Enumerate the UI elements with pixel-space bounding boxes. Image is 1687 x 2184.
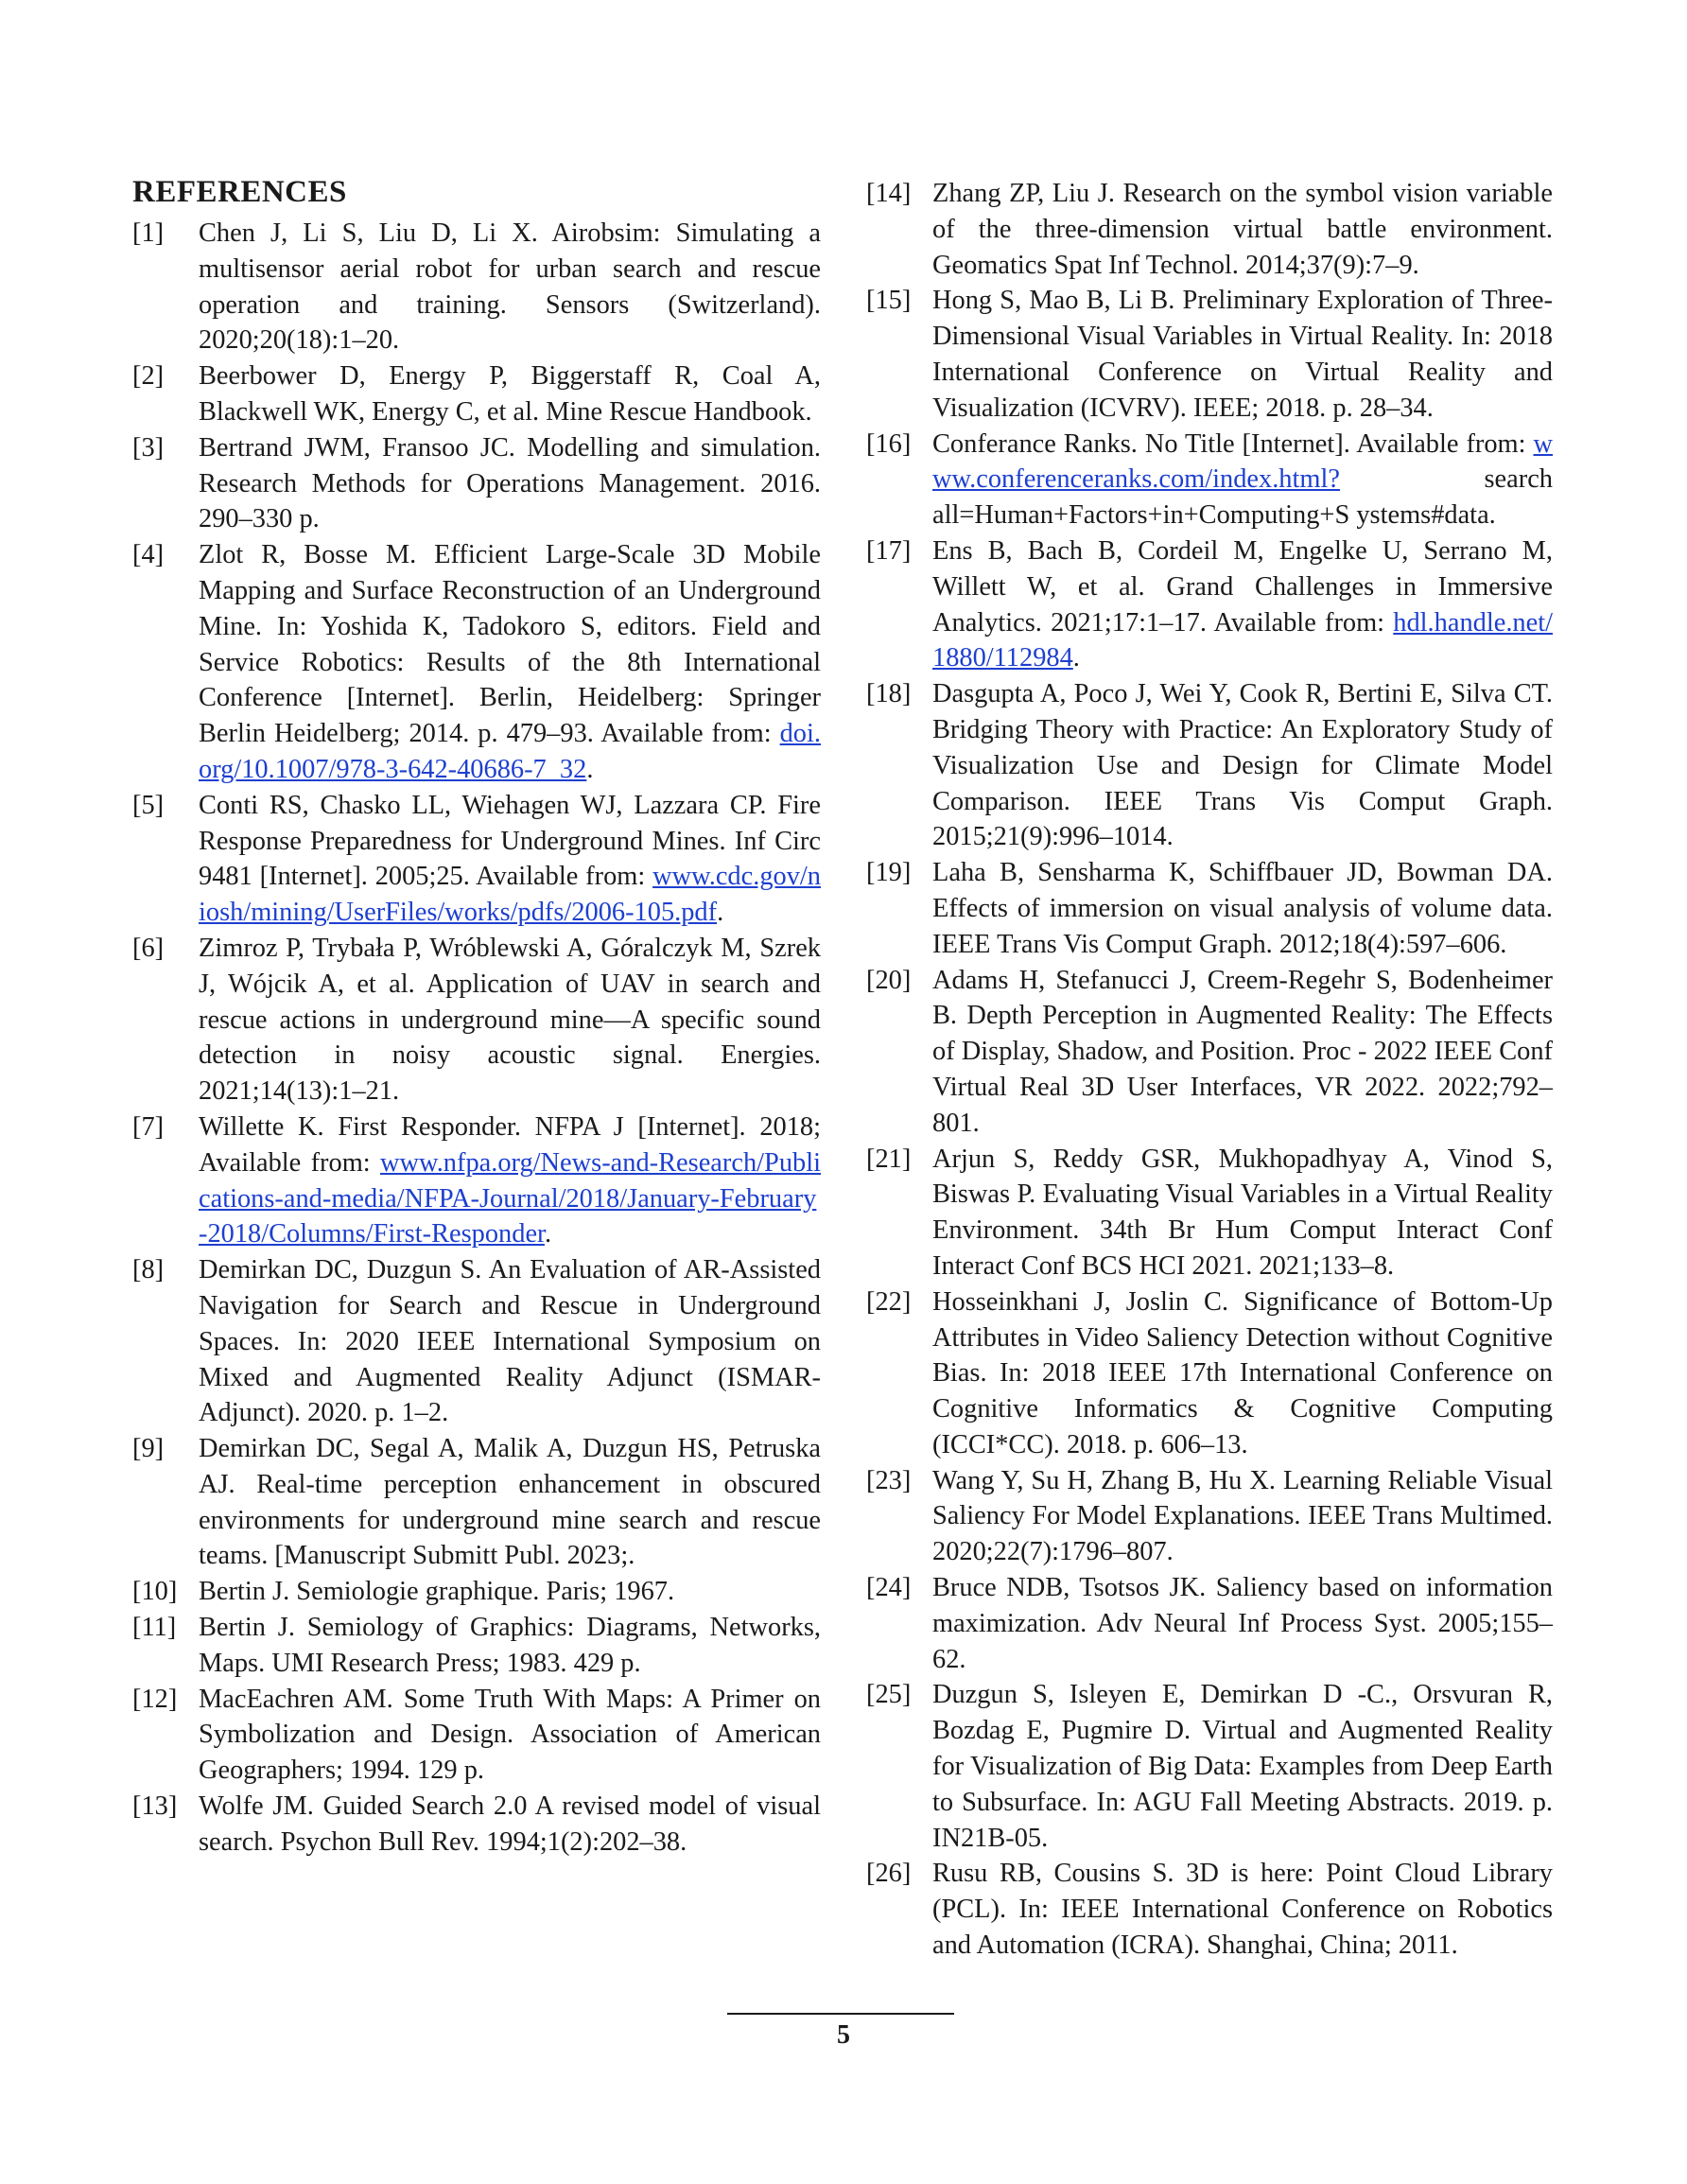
reference-item — [132, 358, 821, 430]
references-heading: REFERENCES — [132, 175, 347, 209]
reference-number: [5] — [132, 790, 165, 820]
references-left-column — [132, 172, 821, 1861]
reference-item — [132, 1431, 821, 1574]
reference-item — [866, 1463, 1553, 1570]
reference-text: Duzgun S, Isleyen E, Demirkan D -C., Orsvuran R, Bozdag E, Pugmire D. Virtual and Augmented Reality for Visualization of Big Data: Examples from Deep Earth to Subsurface. In: AGU Fall Meeting Abstracts. 2019. p. IN21B-05. — [932, 1680, 1553, 1853]
reference-text-tail: search all=Human+Factors+in+Computing+S ystems#data. — [932, 464, 1553, 531]
reference-item — [866, 855, 1553, 962]
reference-text: Rusu RB, Cousins S. 3D is here: Point Cloud Library (PCL). In: IEEE International Conference on Robotics and Automation (ICRA). Shanghai, China; 2011. — [932, 1859, 1553, 1961]
reference-item — [132, 1574, 821, 1610]
reference-link[interactable]: www.conferenceranks.com/index.html? — [932, 428, 1553, 495]
reference-number: [19] — [866, 858, 912, 888]
reference-number: [24] — [866, 1573, 912, 1603]
reference-link[interactable]: doi.org/10.1007/978-3-642-40686-7_32 — [199, 719, 821, 784]
reference-number: [1] — [132, 218, 165, 248]
reference-number: [26] — [866, 1859, 912, 1889]
reference-text: Bertrand JWM, Fransoo JC. Modelling and simulation. Research Methods for Operations Management. 2016. 290–330 p. — [199, 432, 821, 534]
footer-rule — [727, 2013, 954, 2015]
reference-item — [132, 1682, 821, 1789]
reference-text-tail: . — [717, 898, 724, 928]
reference-item — [866, 963, 1553, 1142]
reference-number: [13] — [132, 1791, 178, 1822]
reference-item — [132, 931, 821, 1109]
reference-text: Dasgupta A, Poco J, Wei Y, Cook R, Bertini E, Silva CT. Bridging Theory with Practice: An Exploratory Study of Visualization Use and Design for Climate Model Comparison. IEEE Trans Vis Comput Graph. 2015;21(9):996–1014. — [932, 679, 1553, 852]
reference-item — [132, 1789, 821, 1861]
reference-item — [866, 283, 1553, 426]
reference-number: [10] — [132, 1577, 178, 1607]
reference-list-left — [132, 216, 821, 1861]
references-right-column — [866, 176, 1553, 1964]
reference-number: [16] — [866, 428, 912, 459]
reference-item — [866, 427, 1553, 533]
reference-text-tail: . — [586, 754, 594, 784]
reference-number: [11] — [132, 1613, 177, 1643]
reference-text: Conferance Ranks. No Title [Internet]. Available from: — [932, 428, 1534, 459]
reference-text: Zhang ZP, Liu J. Research on the symbol vision variable of the three-dimension virtual battle environment. Geomatics Spat Inf Technol. 2014;37(9):7–9. — [932, 179, 1553, 280]
reference-number: [12] — [132, 1684, 178, 1714]
reference-item — [132, 430, 821, 537]
reference-number: [2] — [132, 361, 165, 392]
reference-text: Zimroz P, Trybała P, Wróblewski A, Góralczyk M, Szrek J, Wójcik A, et al. Application of UAV in search and rescue actions in underground mine—A specific sound detection in noisy acoustic signal. Energies. 2021;14(13):1–21. — [199, 933, 821, 1107]
reference-item — [866, 1856, 1553, 1963]
reference-text: Adams H, Stefanucci J, Creem-Regehr S, Bodenheimer B. Depth Perception in Augmented Reality: The Effects of Display, Shadow, and Position. Proc - 2022 IEEE Conf Virtual Real 3D User Interfaces, VR 2022. 2022;792–801. — [932, 965, 1553, 1138]
reference-number: [17] — [866, 535, 912, 566]
reference-number: [9] — [132, 1434, 165, 1464]
reference-number: [18] — [866, 679, 912, 709]
reference-number: [4] — [132, 540, 165, 570]
reference-number: [25] — [866, 1680, 912, 1710]
reference-number: [6] — [132, 933, 165, 963]
reference-number: [7] — [132, 1111, 165, 1142]
reference-text: Bruce NDB, Tsotsos JK. Saliency based on information maximization. Adv Neural Inf Process Syst. 2005;155–62. — [932, 1573, 1553, 1674]
reference-link[interactable]: www.cdc.gov/niosh/mining/UserFiles/works/pdfs/2006-105.pdf — [199, 862, 821, 928]
reference-item — [866, 533, 1553, 676]
reference-number: [21] — [866, 1144, 912, 1174]
reference-text-tail: . — [1072, 643, 1080, 673]
reference-text: Chen J, Li S, Liu D, Li X. Airobsim: Simulating a multisensor aerial robot for urban search and rescue operation and training. Sensors (Switzerland). 2020;20(18):1–20. — [199, 218, 821, 356]
reference-number: [22] — [866, 1286, 912, 1317]
reference-text: Demirkan DC, Segal A, Malik A, Duzgun HS, Petruska AJ. Real-time perception enhancement in obscured environments for underground mine search and rescue teams. [Manuscript Submitt Publ. 2023;. — [199, 1434, 821, 1571]
reference-item — [132, 216, 821, 358]
reference-list-right — [866, 176, 1553, 1964]
reference-text: Arjun S, Reddy GSR, Mukhopadhyay A, Vinod S, Biswas P. Evaluating Visual Variables in a Virtual Reality Environment. 34th Br Hum Comput Interact Conf Interact Conf BCS HCI 2021. 2021;133–8. — [932, 1144, 1553, 1281]
reference-text-tail: . — [544, 1219, 552, 1249]
reference-item — [132, 537, 821, 788]
reference-text: Bertin J. Semiologie graphique. Paris; 1967. — [199, 1577, 675, 1607]
reference-text: Bertin J. Semiology of Graphics: Diagrams, Networks, Maps. UMI Research Press; 1983. 429 p. — [199, 1613, 821, 1678]
reference-text: MacEachren AM. Some Truth With Maps: A Primer on Symbolization and Design. Association of American Geographers; 1994. 129 p. — [199, 1684, 821, 1786]
reference-number: [20] — [866, 965, 912, 995]
reference-item — [866, 1142, 1553, 1284]
reference-item — [866, 676, 1553, 855]
reference-text: Demirkan DC, Duzgun S. An Evaluation of AR-Assisted Navigation for Search and Rescue in Underground Spaces. In: 2020 IEEE International Symposium on Mixed and Augmented Reality Adjunct (ISMAR- Adjunct). 2020. p. 1–2. — [199, 1255, 821, 1428]
reference-number: [14] — [866, 179, 912, 208]
reference-text: Hong S, Mao B, Li B. Preliminary Exploration of Three-Dimensional Visual Variables in Virtual Reality. In: 2018 International Conference on Virtual Reality and Visualization (ICVRV). IEEE; 2018. p. 28–34. — [932, 286, 1553, 423]
reference-number: [3] — [132, 432, 165, 463]
reference-number: [8] — [132, 1255, 165, 1285]
page-number: 5 — [837, 2020, 850, 2050]
reference-number: [15] — [866, 286, 912, 316]
reference-link[interactable]: hdl.handle.net/1880/112984 — [932, 607, 1553, 673]
reference-item — [132, 788, 821, 931]
reference-item — [866, 176, 1553, 283]
reference-text: Laha B, Sensharma K, Schiffbauer JD, Bowman DA. Effects of immersion on visual analysis of volume data. IEEE Trans Vis Comput Graph. 2012;18(4):597–606. — [932, 858, 1553, 959]
reference-text: Beerbower D, Energy P, Biggerstaff R, Coal A, Blackwell WK, Energy C, et al. Mine Rescue Handbook. — [199, 361, 821, 427]
reference-item — [132, 1109, 821, 1252]
reference-item — [866, 1284, 1553, 1463]
reference-text: Zlot R, Bosse M. Efficient Large-Scale 3D Mobile Mapping and Surface Reconstruction of an Underground Mine. In: Yoshida K, Tadokoro S, editors. Field and Service Robotics: Results of the 8th International Conference [Internet]. Berlin, Heidelberg: Springer Berlin Heidelberg; 2014. p. 479–93. Available from: — [199, 540, 821, 749]
reference-link[interactable]: www.nfpa.org/News-and-Research/Publications-and-media/NFPA-Journal/2018/January-February-2018/Columns/First-Responder — [199, 1147, 821, 1249]
reference-item — [866, 1570, 1553, 1677]
reference-item — [132, 1252, 821, 1431]
reference-text: Ens B, Bach B, Cordeil M, Engelke U, Serrano M, Willett W, et al. Grand Challenges in Immersive Analytics. 2021;17:1–17. Available from: — [932, 535, 1553, 638]
reference-item — [866, 1677, 1553, 1856]
reference-number: [23] — [866, 1465, 912, 1495]
reference-item — [132, 1610, 821, 1682]
reference-text: Willette K. First Responder. NFPA J [Internet]. 2018; Available from: — [199, 1111, 821, 1178]
reference-text: Wolfe JM. Guided Search 2.0 A revised model of visual search. Psychon Bull Rev. 1994;1(2):202–38. — [199, 1791, 821, 1857]
reference-text: Hosseinkhani J, Joslin C. Significance of Bottom-Up Attributes in Video Saliency Detection without Cognitive Bias. In: 2018 IEEE 17th International Conference on Cognitive Informatics & Cognitive Computing (ICCI*CC). 2018. p. 606–13. — [932, 1286, 1553, 1459]
reference-text: Wang Y, Su H, Zhang B, Hu X. Learning Reliable Visual Saliency For Model Explanations. IEEE Trans Multimed. 2020;22(7):1796–807. — [932, 1465, 1553, 1567]
reference-text: Conti RS, Chasko LL, Wiehagen WJ, Lazzara CP. Fire Response Preparedness for Underground Mines. Inf Circ 9481 [Internet]. 2005;25. Available from: — [199, 790, 821, 892]
